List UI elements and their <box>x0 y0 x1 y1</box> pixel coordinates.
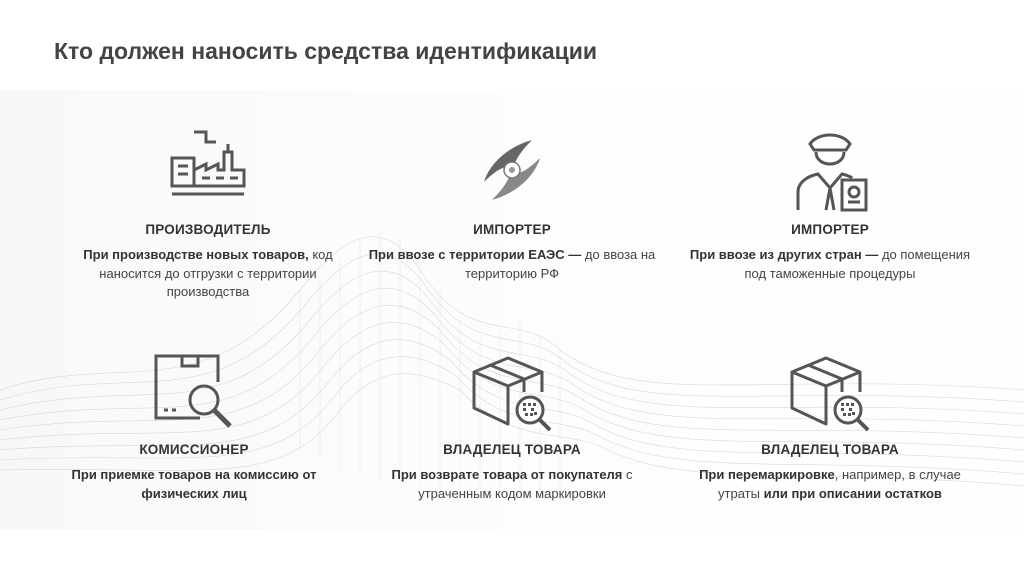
card-heading: ИМПОРТЕР <box>473 222 551 237</box>
customs-officer-icon <box>788 128 872 212</box>
card-owner-return <box>362 352 662 503</box>
card-description: При ввозе с территории ЕАЭС — до ввоза на территорию РФ <box>368 247 656 281</box>
box-magnifier-icon <box>152 352 236 432</box>
card-description: При перемаркировке, например, в случае утраты или при описании остатков <box>699 467 961 501</box>
card-description: При производстве новых товаров, код наносится до отгрузки с территории производства <box>83 247 333 299</box>
box-datamatrix-icon <box>470 352 554 432</box>
card-importer-other <box>680 128 980 283</box>
card-description: При возврате товара от покупателя с утраченным кодом маркировки <box>391 467 633 501</box>
card-description: При приемке товаров на комиссию от физических лиц <box>71 467 317 501</box>
card-heading: ПРОИЗВОДИТЕЛЬ <box>145 222 271 237</box>
card-producer <box>58 128 358 302</box>
card-heading: КОМИССИОНЕР <box>139 442 249 457</box>
eaeu-emblem-icon <box>470 128 554 212</box>
box-datamatrix-icon <box>788 352 872 432</box>
factory-icon <box>166 128 250 212</box>
card-importer-eaeu <box>362 128 662 283</box>
card-commission-agent <box>44 352 344 503</box>
card-owner-remarking <box>680 352 980 503</box>
card-heading: ВЛАДЕЛЕЦ ТОВАРА <box>761 442 899 457</box>
card-heading: ВЛАДЕЛЕЦ ТОВАРА <box>443 442 581 457</box>
page-title: Кто должен наносить средства идентификации <box>54 38 598 64</box>
card-description: При ввозе из других стран — до помещения под таможенные процедуры <box>689 247 971 281</box>
card-heading: ИМПОРТЕР <box>791 222 869 237</box>
